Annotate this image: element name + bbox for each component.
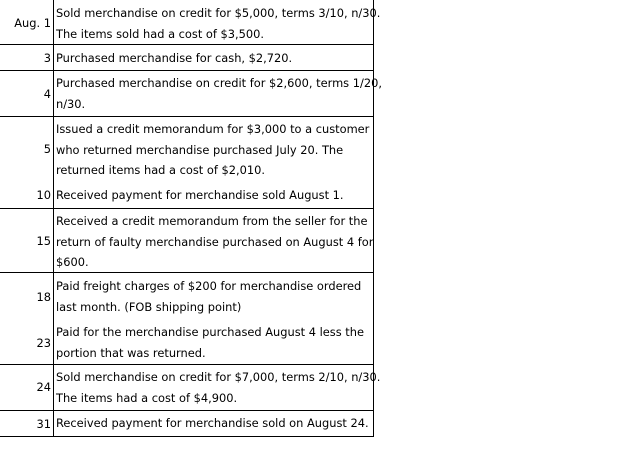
description-line: The items sold had a cost of $3,500.	[56, 26, 264, 41]
transaction-date: 10	[36, 188, 51, 202]
transaction-description	[56, 3, 381, 44]
transaction-description	[56, 276, 374, 317]
description-line: who returned merchandise purchased July 20. The	[56, 142, 344, 157]
transaction-date: 4	[43, 87, 51, 101]
description-line: last month. (FOB shipping point)	[56, 299, 242, 314]
row-divider	[0, 70, 374, 71]
description-line: Received payment for merchandise sold August 1.	[56, 188, 344, 202]
description-line: Sold merchandise on credit for $5,000, terms 3/10, n/30.	[56, 6, 381, 20]
description-line: portion that was returned.	[56, 345, 206, 360]
transaction-date: 24	[36, 380, 51, 394]
description-line: Purchased merchandise on credit for $2,600, terms 1/20,	[56, 76, 382, 90]
transaction-description	[56, 211, 374, 273]
transaction-description	[56, 48, 374, 69]
transaction-description	[56, 367, 381, 408]
transaction-date: 18	[36, 290, 51, 304]
description-line: Paid for the merchandise purchased August 4 less the	[56, 325, 364, 339]
description-line: $600.	[56, 255, 89, 270]
description-line: Sold merchandise on credit for $7,000, terms 2/10, n/30.	[56, 370, 381, 384]
transaction-description	[56, 185, 374, 206]
row-divider	[0, 410, 374, 411]
transaction-date: Aug. 1	[14, 16, 51, 30]
transaction-date: 23	[36, 336, 51, 350]
description-line: Issued a credit memorandum for $3,000 to a customer	[56, 122, 370, 136]
description-line: Received a credit memorandum from the seller for the	[56, 214, 368, 228]
row-divider	[0, 208, 374, 209]
transaction-description	[56, 73, 382, 114]
transaction-date: 31	[36, 417, 51, 431]
transaction-description	[56, 413, 374, 434]
description-line: Purchased merchandise for cash, $2,720.	[56, 51, 293, 65]
transaction-date: 5	[43, 142, 51, 156]
row-divider	[0, 364, 374, 365]
transaction-description	[56, 322, 374, 363]
description-line: Received payment for merchandise sold on August 24.	[56, 416, 369, 430]
description-line: n/30.	[56, 96, 86, 111]
transaction-description	[56, 119, 374, 181]
transaction-date: 3	[43, 51, 51, 65]
row-divider	[0, 116, 374, 117]
transaction-date: 15	[36, 234, 51, 248]
description-line: return of faulty merchandise purchased on August 4 for	[56, 234, 374, 249]
description-line: Paid freight charges of $200 for merchandise ordered	[56, 279, 362, 293]
description-line: The items had a cost of $4,900.	[56, 390, 238, 405]
column-divider	[53, 0, 54, 437]
description-line: returned items had a cost of $2,010.	[56, 163, 265, 178]
